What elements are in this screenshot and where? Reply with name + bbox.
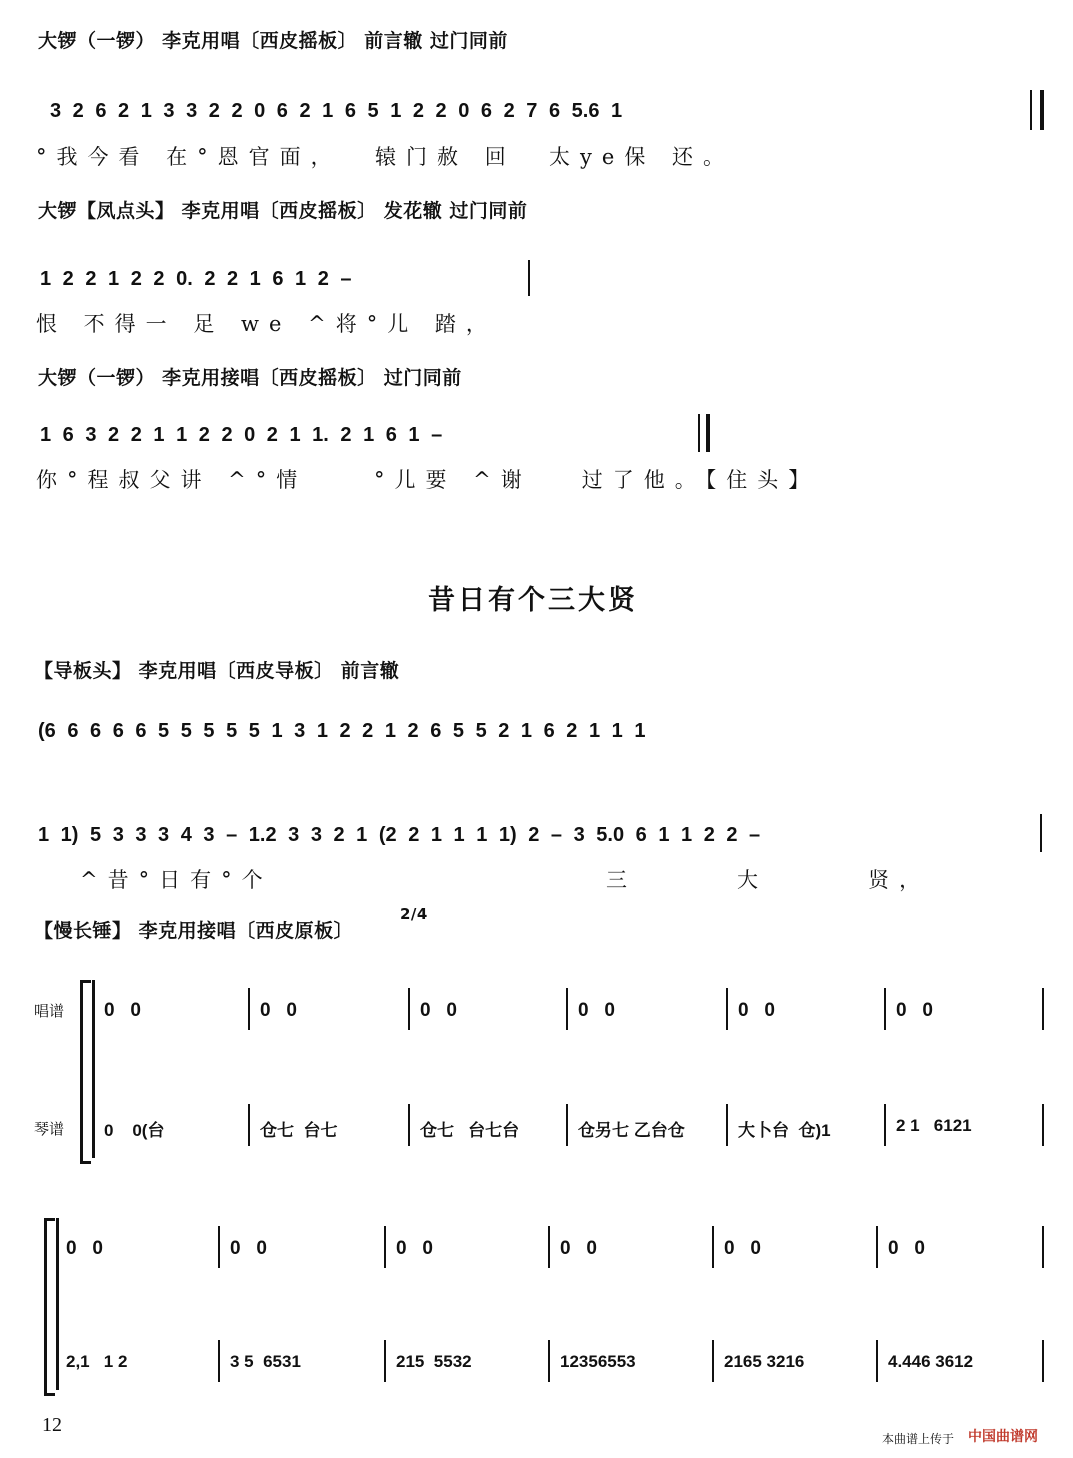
vocal-measure: 0 0 bbox=[888, 1238, 925, 1259]
intro-notes-line1: (6 6 6 6 6 5 5 5 5 5 1 3 1 2 2 1 2 6 5 5 2 1 6 2 1 1 1 bbox=[38, 720, 646, 742]
barline bbox=[566, 1104, 568, 1146]
section-2-notes: 1 2 2 1 2 2 0. 2 2 1 6 1 2 – bbox=[40, 268, 352, 290]
vocal-measure: 0 0 bbox=[396, 1238, 433, 1259]
system-1-brace bbox=[80, 980, 91, 1164]
qin-measure: 2165 3216 bbox=[724, 1352, 805, 1371]
song-title: 昔日有个三大贤 bbox=[428, 585, 638, 616]
system-2-brace bbox=[44, 1218, 55, 1396]
qin-measure: 0 0(台 bbox=[104, 1121, 165, 1140]
vocal-measure: 0 0 bbox=[260, 1000, 297, 1021]
qin-measure: 4.446 3612 bbox=[888, 1352, 974, 1371]
barline bbox=[712, 1226, 714, 1268]
vocal-label: 唱谱 bbox=[34, 1002, 65, 1020]
barline bbox=[248, 988, 250, 1030]
vocal-measure: 0 0 bbox=[896, 1000, 933, 1021]
vocal-measure: 0 0 bbox=[420, 1000, 457, 1021]
qin-measure: 12356553 bbox=[560, 1352, 636, 1371]
section-1-notes: 3 2 6 2 1 3 3 2 2 0 6 2 1 6 5 1 2 2 0 6 2 7 6 5.6 1 bbox=[50, 100, 623, 122]
vocal-measure: 0 0 bbox=[724, 1238, 761, 1259]
barline bbox=[548, 1340, 550, 1382]
vocal-measure: 0 0 bbox=[104, 1000, 141, 1021]
qin-measure: 仓另七 乙台仓 bbox=[578, 1121, 685, 1140]
barline bbox=[876, 1340, 878, 1382]
section-3-header: 大锣（一锣） 李克用接唱〔西皮摇板〕 过门同前 bbox=[38, 367, 462, 389]
system-1-startbar bbox=[92, 980, 95, 1158]
barline bbox=[1042, 1226, 1044, 1268]
qin-measure: 2,1 1 2 bbox=[66, 1352, 128, 1371]
barline bbox=[384, 1340, 386, 1382]
barline bbox=[408, 1104, 410, 1146]
qin-label: 琴谱 bbox=[34, 1120, 65, 1138]
barline bbox=[1040, 814, 1042, 852]
qin-measure: 大卜台 仓)1 bbox=[738, 1121, 831, 1140]
vocal-measure: 0 0 bbox=[66, 1238, 103, 1259]
barline bbox=[884, 988, 886, 1030]
slow-header: 【慢长锤】 李克用接唱〔西皮原板〕 bbox=[34, 920, 354, 942]
section-2-header: 大锣【凤点头】 李克用唱〔西皮摇板〕 发花辙 过门同前 bbox=[38, 200, 528, 222]
vocal-measure: 0 0 bbox=[560, 1238, 597, 1259]
barline bbox=[528, 260, 530, 296]
section-3-lyrics: 你°程叔父讲 ^°情 °儿要 ^谢 过了他。【住头】 bbox=[36, 468, 820, 492]
system-2-startbar bbox=[56, 1218, 59, 1390]
final-barline-thick bbox=[1040, 90, 1044, 130]
intro-lyrics-b: 三 大 贤， bbox=[606, 868, 931, 892]
barline bbox=[408, 988, 410, 1030]
vocal-measure: 0 0 bbox=[738, 1000, 775, 1021]
barline bbox=[884, 1104, 886, 1146]
section-3-notes: 1 6 3 2 2 1 1 2 2 0 2 1 1. 2 1 6 1 – bbox=[40, 424, 443, 446]
barline bbox=[712, 1340, 714, 1382]
intro-lyrics-a: ^昔°日有°个 bbox=[80, 868, 273, 892]
barline bbox=[726, 988, 728, 1030]
barline bbox=[248, 1104, 250, 1146]
vocal-measure: 0 0 bbox=[230, 1238, 267, 1259]
qin-measure: 3 5 6531 bbox=[230, 1352, 301, 1371]
barline bbox=[218, 1226, 220, 1268]
barline bbox=[566, 988, 568, 1030]
barline bbox=[726, 1104, 728, 1146]
qin-measure: 2 1 6121 bbox=[896, 1116, 972, 1135]
site-logo: 中国曲谱网 bbox=[968, 1429, 1038, 1445]
qin-measure: 仓七 台七 bbox=[260, 1121, 338, 1140]
barline bbox=[1042, 988, 1044, 1030]
qin-measure: 仓七 台七台 bbox=[420, 1121, 520, 1140]
section-2-lyrics: 恨 不得一 足 we ^将°儿 踏， bbox=[36, 312, 497, 336]
page-number: 12 bbox=[42, 1414, 62, 1436]
barline bbox=[1042, 1104, 1044, 1146]
barline bbox=[548, 1226, 550, 1268]
section-1-lyrics: °我今看 在°恩官面， 辕门赦 回 太ye保 还。 bbox=[36, 145, 735, 169]
final-barline-thick bbox=[706, 414, 710, 452]
barline bbox=[876, 1226, 878, 1268]
qin-measure: 215 5532 bbox=[396, 1352, 472, 1371]
final-barline bbox=[698, 414, 700, 452]
barline bbox=[1042, 1340, 1044, 1382]
barline bbox=[218, 1340, 220, 1382]
final-barline bbox=[1030, 90, 1032, 130]
footer-text: 本曲谱上传于 bbox=[882, 1432, 955, 1446]
intro-header: 【导板头】 李克用唱〔西皮导板〕 前言辙 bbox=[34, 660, 400, 682]
intro-notes-line2: 1 1) 5 3 3 3 4 3 – 1.2 3 3 2 1 (2 2 1 1 1 1) 2 – 3 5.0 6 1 1 2 2 – bbox=[38, 824, 761, 846]
section-1-header: 大锣（一锣） 李克用唱〔西皮摇板〕 前言辙 过门同前 bbox=[38, 30, 508, 52]
time-signature: 2/4 bbox=[400, 905, 428, 923]
vocal-measure: 0 0 bbox=[578, 1000, 615, 1021]
barline bbox=[384, 1226, 386, 1268]
